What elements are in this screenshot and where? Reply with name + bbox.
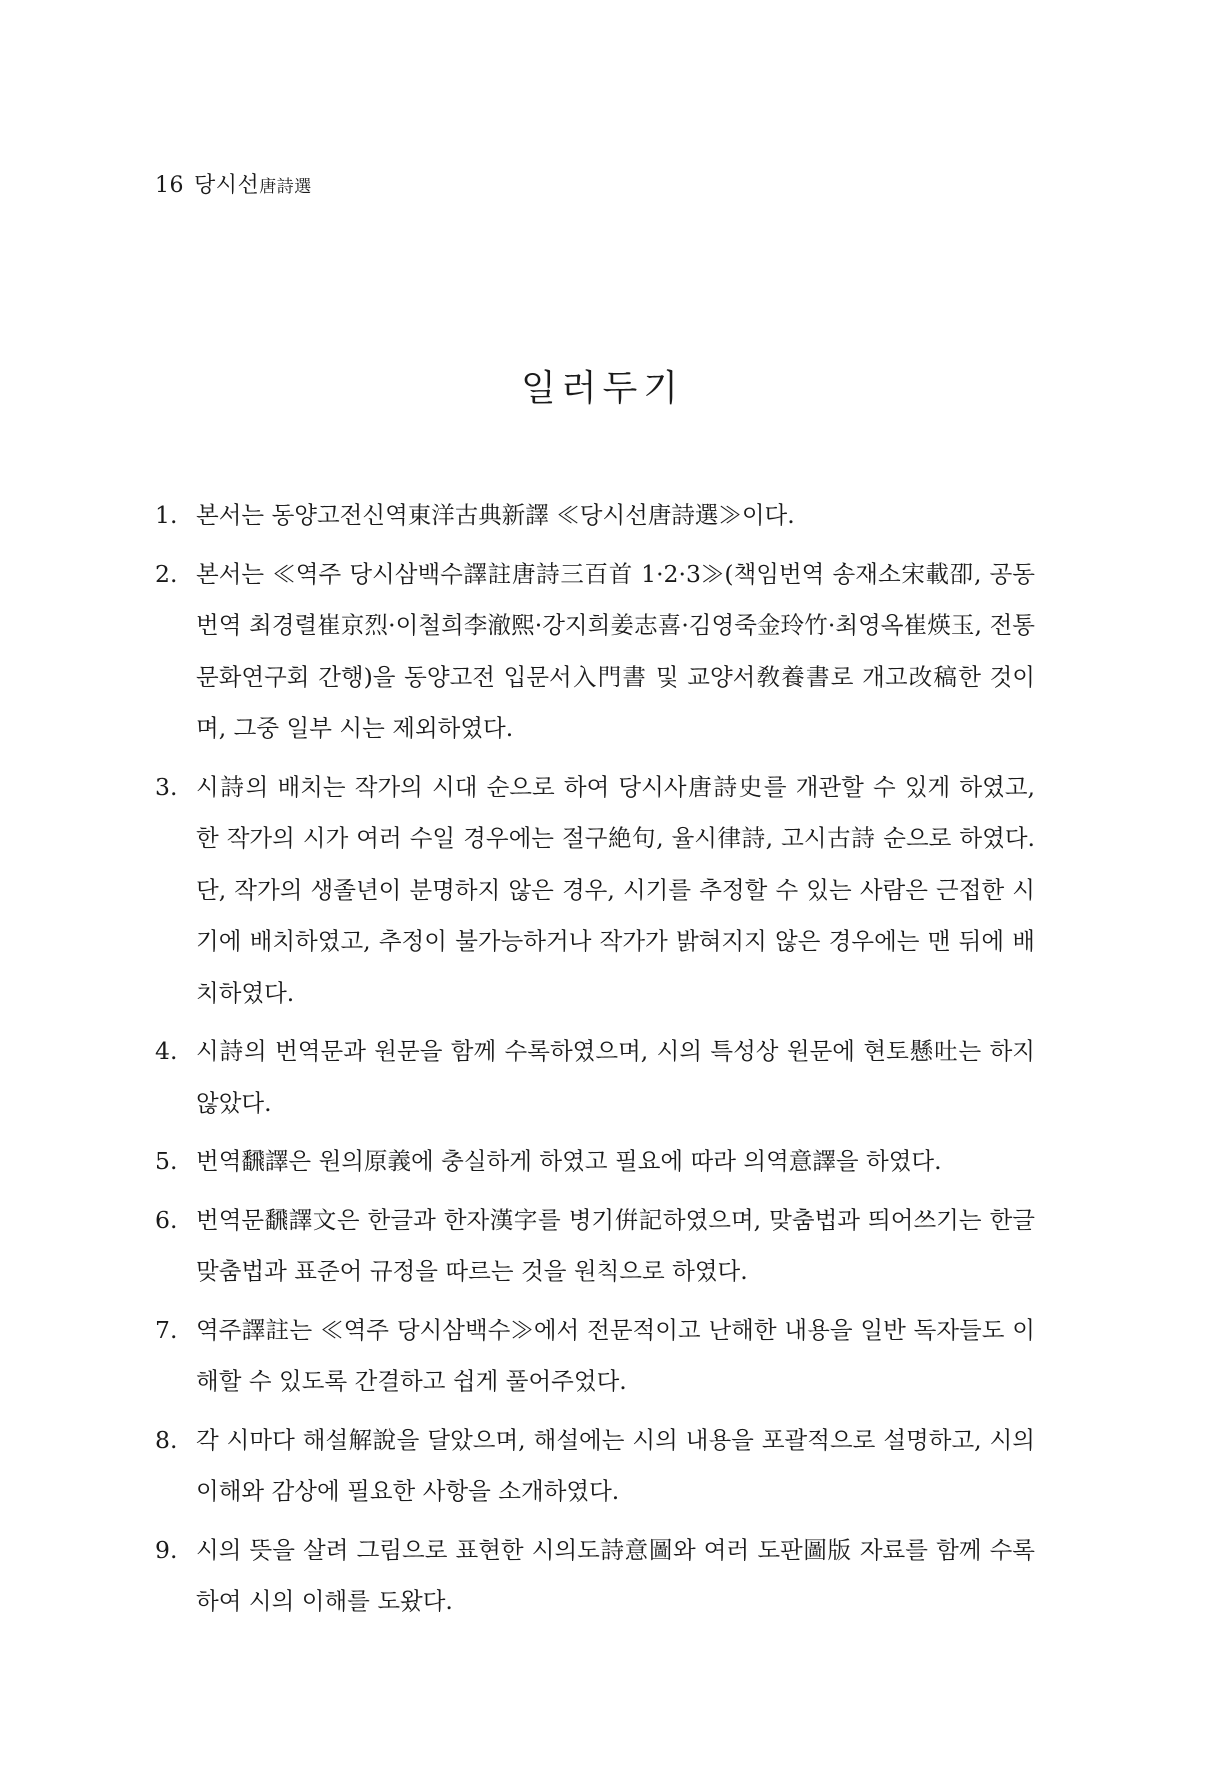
note-number: 1.: [155, 501, 178, 529]
note-number: 6.: [155, 1205, 178, 1234]
note-number: 7.: [155, 1315, 178, 1344]
note-text: 역주譯註는 ≪역주 당시삼백수≫에서 전문적이고 난해한 내용을 일반 독자들도 이해할 수 있도록 간결하고 쉽게 풀어주었다.: [196, 1315, 1035, 1395]
book-title-hanja: 唐詩選: [259, 177, 312, 197]
note-item-5: [155, 1136, 1035, 1188]
note-text: 각 시마다 해설解說을 달았으며, 해설에는 시의 내용을 포괄적으로 설명하고, 시의 이해와 감상에 필요한 사항을 소개하였다.: [196, 1425, 1035, 1505]
note-number: 8.: [155, 1425, 178, 1454]
page-number: 16: [155, 173, 184, 198]
note-text: 시詩의 배치는 작가의 시대 순으로 하여 당시사唐詩史를 개관할 수 있게 하였고, 한 작가의 시가 여러 수일 경우에는 절구絶句, 율시律詩, 고시古詩 순으로 하였다. 단, 작가의 생졸년이 분명하지 않은 경우, 시기를 추정할 수 있는 사람은 근접한 시기에 배치하였고, 추정이 불가능하거나 작가가 밝혀지지 않은 경우에는 맨 뒤에 배치하였다.: [196, 772, 1035, 1007]
note-number: 5.: [155, 1147, 178, 1175]
note-item-4: [155, 1026, 1035, 1129]
note-number: 9.: [155, 1535, 178, 1564]
note-item-6: [155, 1195, 1035, 1298]
notes-list: [155, 490, 1035, 1635]
note-item-8: [155, 1415, 1035, 1518]
note-text: 본서는 동양고전신역東洋古典新譯 ≪당시선唐詩選≫이다.: [196, 501, 795, 529]
page-title: 일러두기: [520, 368, 685, 409]
note-item-9: [155, 1525, 1035, 1628]
note-item-1: [155, 490, 1035, 542]
note-item-7: [155, 1305, 1035, 1408]
note-number: 3.: [155, 772, 178, 801]
running-header: [155, 168, 312, 199]
note-item-2: [155, 549, 1035, 755]
note-number: 4.: [155, 1037, 178, 1065]
note-text: 본서는 ≪역주 당시삼백수譯註唐詩三百首 1·2·3≫(책임번역 송재소宋載卲, 공동번역 최경렬崔京烈·이철희李澈熙·강지희姜志喜·김영죽金玲竹·최영옥崔煐玉, 전통문화연구회 간행)을 동양고전 입문서入門書 및 교양서敎養書로 개고改稿한 것이며, 그중 일부 시는 제외하였다.: [196, 559, 1035, 742]
note-item-3: [155, 762, 1035, 1020]
note-text: 번역문飜譯文은 한글과 한자漢字를 병기倂記하였으며, 맞춤법과 띄어쓰기는 한글 맞춤법과 표준어 규정을 따르는 것을 원칙으로 하였다.: [196, 1205, 1035, 1285]
note-number: 2.: [155, 559, 178, 588]
note-text: 시의 뜻을 살려 그림으로 표현한 시의도詩意圖와 여러 도판圖版 자료를 함께 수록하여 시의 이해를 도왔다.: [196, 1535, 1035, 1615]
note-text: 번역飜譯은 원의原義에 충실하게 하였고 필요에 따라 의역意譯을 하였다.: [196, 1147, 942, 1175]
note-text: 시詩의 번역문과 원문을 함께 수록하였으며, 시의 특성상 원문에 현토懸吐는 하지 않았다.: [196, 1037, 1035, 1117]
book-title-korean: 당시선: [194, 173, 260, 198]
